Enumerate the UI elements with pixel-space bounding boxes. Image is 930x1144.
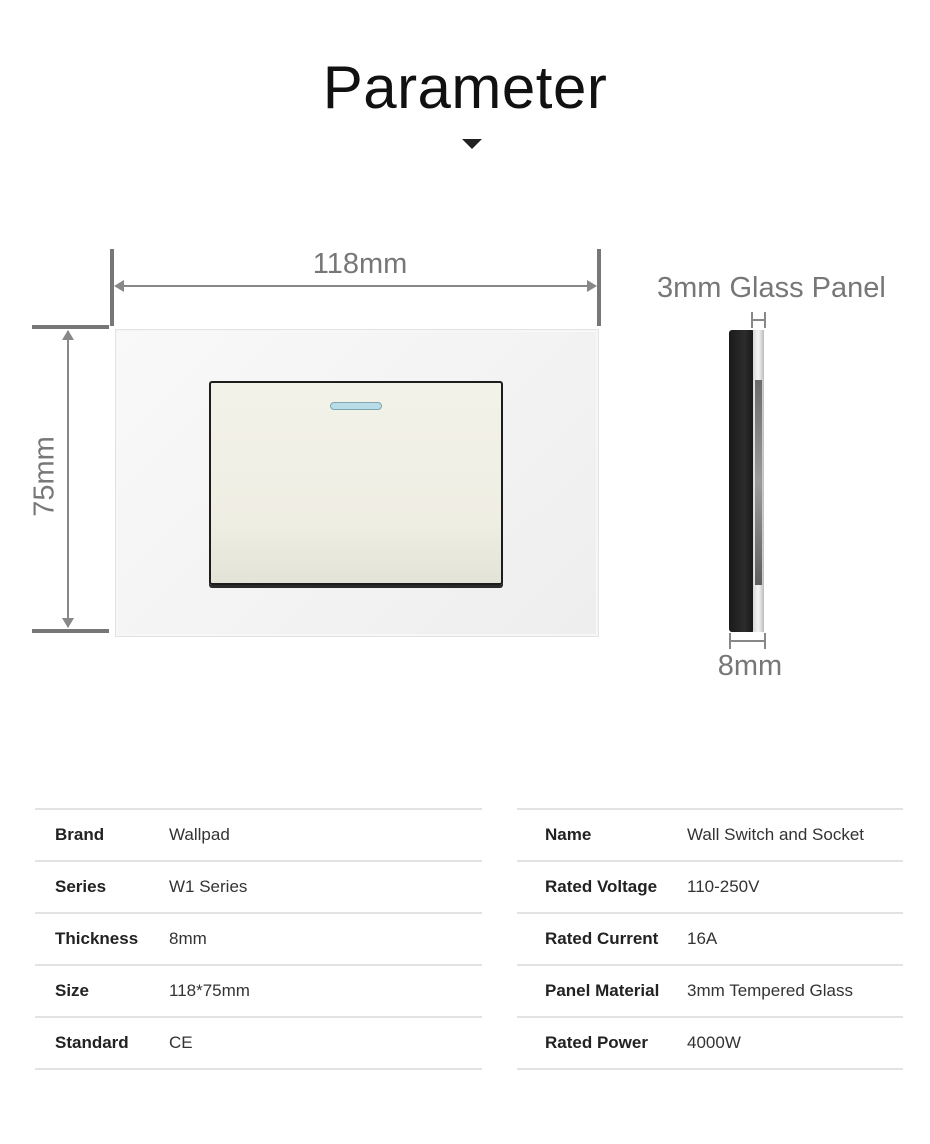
- spec-value: Wall Switch and Socket: [687, 825, 864, 844]
- table-row: [517, 808, 903, 860]
- spec-value: 8mm: [169, 929, 207, 948]
- spec-label: Rated Voltage: [545, 877, 658, 896]
- arrow-right-icon: [587, 280, 597, 292]
- width-label: 118mm: [312, 248, 408, 280]
- height-dim-bottom-tick: [32, 629, 109, 633]
- table-row: [517, 860, 903, 912]
- spec-label: Size: [55, 981, 90, 1000]
- spec-label: Rated Current: [545, 929, 659, 948]
- page-title: Parameter: [322, 54, 608, 121]
- spec-table-left: [35, 808, 482, 1070]
- spec-label: Standard: [55, 1033, 129, 1052]
- table-row: [517, 912, 903, 964]
- spec-value: 4000W: [687, 1033, 741, 1052]
- spec-value: 3mm Tempered Glass: [687, 981, 853, 1000]
- table-row: [35, 808, 482, 860]
- caret-down-icon: [462, 139, 482, 149]
- height-label: 75mm: [28, 436, 61, 517]
- spec-value: 118*75mm: [169, 981, 250, 1000]
- glass-dim-line: [751, 319, 766, 321]
- spec-value: Wallpad: [169, 825, 230, 844]
- height-dim-line: [67, 331, 69, 627]
- spec-value: 110-250V: [687, 877, 760, 896]
- spec-label: Rated Power: [545, 1033, 648, 1052]
- spec-label: Series: [55, 877, 107, 896]
- table-row: [517, 1016, 903, 1070]
- spec-value: CE: [169, 1033, 193, 1052]
- depth-label: 8mm: [717, 650, 783, 682]
- depth-dim-line: [729, 640, 766, 642]
- spec-label: Thickness: [55, 929, 139, 948]
- table-row: [35, 860, 482, 912]
- indicator-light: [330, 402, 382, 410]
- rocker-switch: [209, 381, 503, 585]
- table-row: [517, 964, 903, 1016]
- spec-value: W1 Series: [169, 877, 248, 896]
- arrow-down-icon: [62, 618, 74, 628]
- width-dim-right-tick: [597, 249, 601, 326]
- width-dim-line: [116, 285, 595, 287]
- table-row: [35, 1016, 482, 1070]
- table-row: [35, 912, 482, 964]
- switch-side-body: [729, 330, 755, 632]
- table-row: [35, 964, 482, 1016]
- spec-value: 16A: [687, 929, 718, 948]
- spec-table-right: [517, 808, 903, 1070]
- arrow-left-icon: [114, 280, 124, 292]
- height-dim-top-tick: [32, 325, 109, 329]
- spec-label: Panel Material: [545, 981, 660, 1000]
- arrow-up-icon: [62, 330, 74, 340]
- spec-label: Name: [545, 825, 592, 844]
- glass-side-inner: [755, 380, 762, 585]
- glass-thickness-label: 3mm Glass Panel: [657, 272, 886, 304]
- spec-label: Brand: [55, 825, 105, 844]
